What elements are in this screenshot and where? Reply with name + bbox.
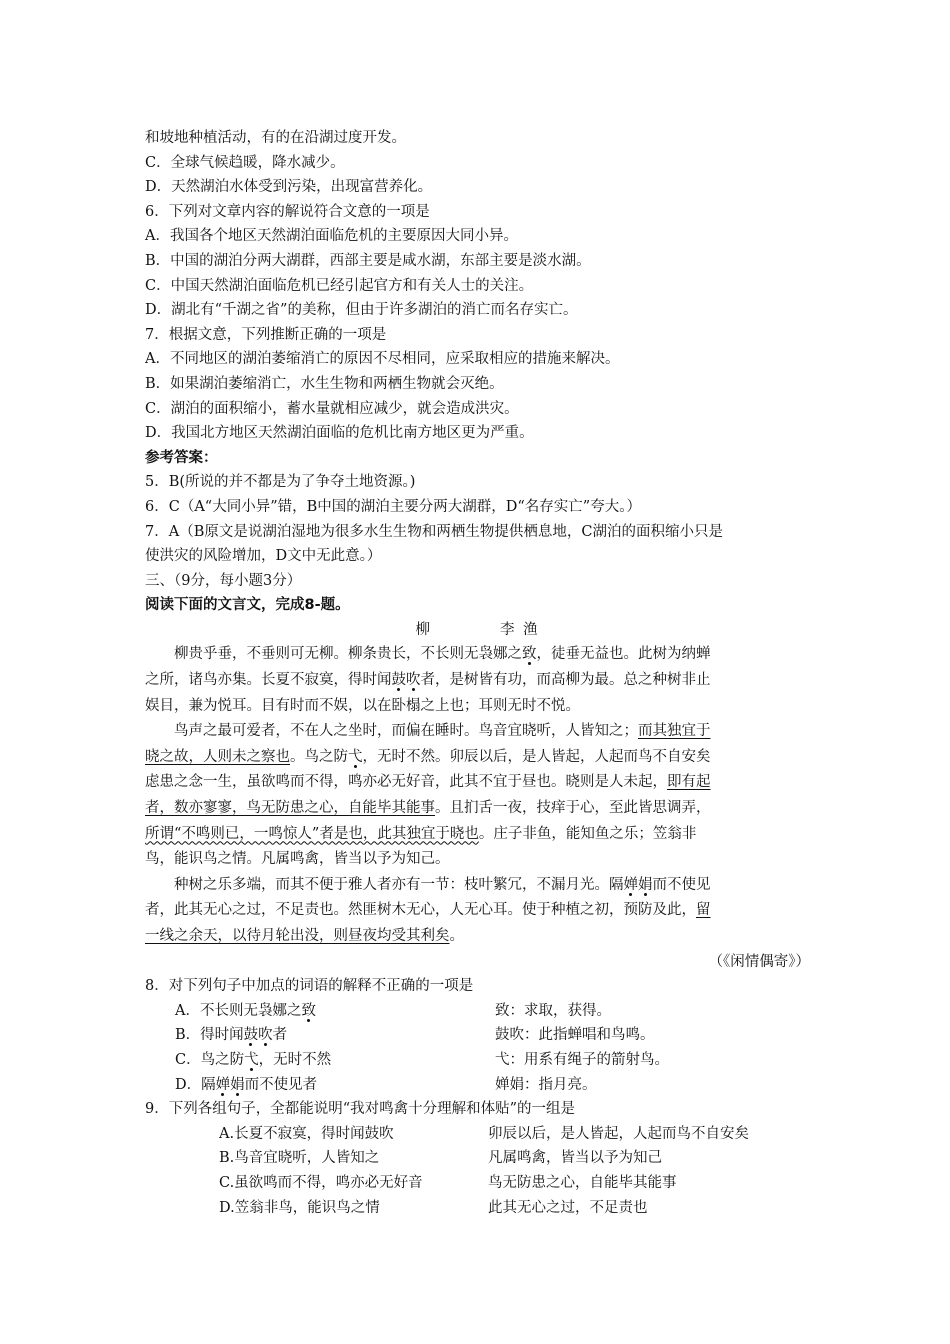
reading-instruction: 阅读下面的文言文，完成8-题。 xyxy=(145,597,350,614)
question-7-stem: 7．根据文意，下列推断正确的一项是 xyxy=(145,326,387,343)
question-9-option-b: B.鸟音宜晓听，人皆知之 凡属鸣禽，皆当以予为知己 xyxy=(219,1150,662,1167)
passage-line: 所谓“不鸣则已，一鸣惊人”者是也，此其独宜于晓也。庄子非鱼，能知鱼之乐；笠翁非 xyxy=(145,825,697,842)
passage-source: （《闲情偶寄》） xyxy=(708,953,810,970)
underlined-sentence: 而其独宜于 xyxy=(638,723,711,740)
option-line: D．天然湖泊水体受到污染，出现富营养化。 xyxy=(145,179,433,196)
option-line: C．全球气候趋暖，降水减少。 xyxy=(145,154,345,171)
dotted-word: 吹 xyxy=(258,1027,273,1044)
question-8-stem: 8．对下列句子中加点的词语的解释不正确的一项是 xyxy=(145,978,474,995)
passage-line: 鸟声之最可爱者，不在人之坐时，而偏在睡时。鸟音宜晓听，人皆知之；而其独宜于 xyxy=(174,723,711,740)
answer-7-continued: 使洪灾的风险增加，D文中无此意。） xyxy=(145,548,382,565)
question-8-option-a: A．不长则无袅娜之致 致：求取，获得。 xyxy=(145,999,810,1024)
passage-line: 之所，诸鸟亦集。长夏不寂寞，得时闻鼓吹者，是树皆有功，而高柳为最。总之种树非止 xyxy=(145,672,711,689)
option-line: B．中国的湖泊分两大湖群，西部主要是咸水湖，东部主要是淡水湖。 xyxy=(145,252,591,269)
option-explanation: 婵娟：指月亮。 xyxy=(495,1076,597,1093)
underlined-sentence: 晓之故，人则未之察也 xyxy=(145,748,290,765)
question-9-option-d: D.笠翁非鸟，能识鸟之情 此其无心之过，不足责也 xyxy=(219,1199,648,1216)
question-9-option-a: A.长夏不寂寞，得时闻鼓吹 卯辰以后，是人皆起，人起而鸟不自安矣 xyxy=(219,1125,749,1142)
document-page xyxy=(145,126,810,1220)
option-line: A．不同地区的湖泊萎缩消亡的原因不尽相同，应采取相应的措施来解决。 xyxy=(145,351,620,368)
dotted-word: 弋 xyxy=(244,1051,259,1068)
passage-line: 者，数亦寥寥，鸟无防患之心，自能毕其能事。且扪舌一夜，技痒于心，至此皆思调弄， xyxy=(145,800,711,817)
dotted-word: 婵 xyxy=(215,1076,231,1093)
passage-title xyxy=(145,618,810,643)
option-line: A．我国各个地区天然湖泊面临危机的主要原因大同小异。 xyxy=(145,228,518,245)
question-9-stem: 9．下列各组句子，全都能说明“我对鸣禽十分理解和体贴”的一组是 xyxy=(145,1101,576,1118)
underlined-sentence: 留 xyxy=(696,902,711,919)
option-explanation: 致：求取，获得。 xyxy=(495,1002,611,1019)
passage-line: 柳贵乎垂，不垂则可无柳。柳条贵长，不长则无袅娜之致，徒垂无益也。此树为纳蝉 xyxy=(174,646,711,663)
wavy-underlined-sentence: 所谓“不鸣则已，一鸣惊人”者是也，此其独宜于晓也 xyxy=(145,825,479,842)
dotted-word: 吹 xyxy=(406,672,421,689)
answer-6: 6．C（A“大同小异”错，B中国的湖泊主要分两大湖群，D“名存实亡”夸大。） xyxy=(145,498,641,515)
passage-line: 鸟，能识鸟之情。凡属鸣禽，皆当以予为知己。 xyxy=(145,851,450,868)
dotted-word: 弋 xyxy=(348,748,363,765)
option-explanation: 弋：用系有绳子的箭射鸟。 xyxy=(495,1051,669,1068)
option-line: B．如果湖泊萎缩消亡，水生生物和两栖生物就会灭绝。 xyxy=(145,375,504,392)
underlined-sentence: 者，数亦寥寥，鸟无防患之心，自能毕其能事 xyxy=(145,800,435,817)
question-8-option-d: D．隔婵娟而不使见者 婵娟：指月亮。 xyxy=(145,1073,810,1098)
passage-line: 一线之余天，以待月轮出没，则昼夜均受其利矣。 xyxy=(145,928,464,944)
question-8-option-b: B．得时闻鼓吹者 鼓吹：此指蝉唱和鸟鸣。 xyxy=(145,1023,810,1048)
option-line: C．湖泊的面积缩小，蓄水量就相应减少，就会造成洪灾。 xyxy=(145,400,519,417)
question-6-stem: 6．下列对文章内容的解说符合文意的一项是 xyxy=(145,203,430,220)
underlined-sentence: 一线之余天，以待月轮出没，则昼夜均受其利矣 xyxy=(145,928,450,944)
text-line: 和坡地种植活动，有的在沿湖过度开发。 xyxy=(145,130,406,146)
passage-line: 者，此其无心之过，不足责也。然匪树木无心，人无心耳。使于种植之初，预防及此，留 xyxy=(145,902,711,919)
option-line: D．湖北有“千湖之省”的美称，但由于许多湖泊的消亡而名存实亡。 xyxy=(145,302,578,319)
passage-line: 种树之乐多端，而其不便于雅人者亦有一节：枝叶繁冗，不漏月光。隔婵娟而不使见 xyxy=(174,876,711,893)
author-name: 李 渔 xyxy=(499,621,540,638)
answer-5: 5．B(所说的并不都是为了争夺土地资源。) xyxy=(145,474,416,491)
underlined-sentence: 即有起 xyxy=(667,774,711,791)
passage-line: 晓之故，人则未之察也。鸟之防弋，无时不然。卯辰以后，是人皆起，人起而鸟不自安矣 xyxy=(145,748,711,765)
dotted-word: 鼓 xyxy=(391,672,406,689)
dotted-word: 娟 xyxy=(638,876,653,893)
dotted-word: 婵 xyxy=(623,876,638,893)
dotted-word: 娟 xyxy=(230,1076,245,1093)
answer-7: 7．A（B原文是说湖泊湿地为很多水生生物和两栖生物提供栖息地，C湖泊的面积缩小只是 xyxy=(145,523,723,540)
passage-line: 娱目，兼为悦耳。目有时而不娱，以在卧榻之上也；耳则无时不悦。 xyxy=(145,697,580,714)
answers-heading: 参考答案： xyxy=(145,449,218,466)
option-explanation: 鼓吹：此指蝉唱和鸟鸣。 xyxy=(495,1027,655,1044)
dotted-word: 致 xyxy=(301,1002,316,1019)
passage-line: 虑患之念一生，虽欲鸣而不得，鸣亦必无好音，此其不宜于昼也。晓则是人未起，即有起 xyxy=(145,774,711,791)
option-line: D．我国北方地区天然湖泊面临的危机比南方地区更为严重。 xyxy=(145,425,534,442)
question-8-option-c: C．鸟之防弋，无时不然 弋：用系有绳子的箭射鸟。 xyxy=(145,1048,810,1073)
section-heading: 三、（9分，每小题3分） xyxy=(145,572,302,589)
dotted-word: 致 xyxy=(522,646,537,663)
question-9-option-c: C.虽欲鸣而不得，鸣亦必无好音 鸟无防患之心，自能毕其能事 xyxy=(219,1174,677,1191)
title-text: 柳 xyxy=(415,621,432,638)
dotted-word: 鼓 xyxy=(243,1027,259,1044)
option-line: C．中国天然湖泊面临危机已经引起官方和有关人士的关注。 xyxy=(145,277,534,294)
